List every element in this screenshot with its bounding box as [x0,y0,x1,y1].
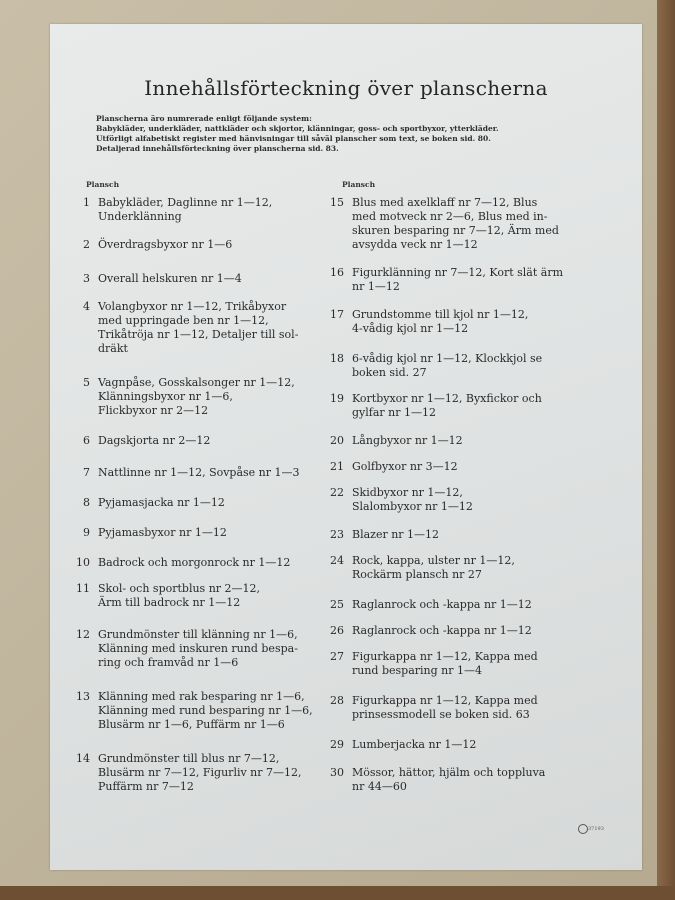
plansch-number: 20 [330,434,344,447]
plansch-number: 30 [330,766,344,779]
description-line: Raglanrock och -kappa nr 1—12 [352,624,532,637]
intro-line: Babykläder, underkläder, nattkläder och skjortor, klänningar, goss- och sportbyxor, ytterkläder. [96,124,499,133]
plansch-description [352,598,557,612]
description-line: prinsessmodell se boken sid. 63 [352,708,530,721]
plansch-number: 27 [330,650,344,663]
plansch-description [98,526,303,540]
description-line: Skol- och sportblus nr 2—12, [98,582,261,595]
plansch-number: 17 [330,308,344,321]
description-line: Grundmönster till klänning nr 1—6, [98,628,298,641]
plansch-number: 14 [76,752,90,765]
plansch-number: 3 [83,272,90,285]
description-line: boken sid. 27 [352,366,427,379]
description-line: Blusärm nr 7—12, Figurliv nr 7—12, [98,766,302,779]
description-line: Pyjamasjacka nr 1—12 [98,496,225,509]
description-line: Volangbyxor nr 1—12, Trikåbyxor [98,300,287,313]
description-line: nr 44—60 [352,780,407,793]
plansch-description [98,690,313,732]
description-line: Figurkappa nr 1—12, Kappa med [352,694,538,707]
plansch-number: 22 [330,486,344,499]
description-line: dräkt [98,342,128,355]
description-line: Figurkappa nr 1—12, Kappa med [352,650,538,663]
description-line: Blazer nr 1—12 [352,528,440,541]
description-line: Dagskjorta nr 2—12 [98,434,211,447]
description-line: Slalombyxor nr 1—12 [352,500,473,513]
plansch-description [352,650,557,678]
description-line: Flickbyxor nr 2—12 [98,404,209,417]
description-line: ring och framvåd nr 1—6 [98,656,239,669]
printer-mark-icon [578,824,588,834]
plansch-number: 5 [83,376,90,389]
description-line: Blusärm nr 1—6, Puffärm nr 1—6 [98,718,285,731]
plansch-description [98,300,303,356]
description-line: Grundmönster till blus nr 7—12, [98,752,280,765]
description-line: Skidbyxor nr 1—12, [352,486,463,499]
plansch-number: 13 [76,690,90,703]
plansch-number: 18 [330,352,344,365]
description-line: Överdragsbyxor nr 1—6 [98,238,233,251]
plansch-number: 10 [76,556,90,569]
description-line: Figurklänning nr 7—12, Kort slät ärm [352,266,564,279]
description-line: Rock, kappa, ulster nr 1—12, [352,554,515,567]
plansch-description [98,434,303,448]
description-line: Kortbyxor nr 1—12, Byxfickor och [352,392,542,405]
description-line: Puffärm nr 7—12 [98,780,194,793]
plansch-description [352,766,557,794]
plansch-number: 6 [83,434,90,447]
description-line: Raglanrock och -kappa nr 1—12 [352,598,532,611]
plansch-description [98,272,303,286]
plansch-number: 7 [83,466,90,479]
page-title: Innehållsförteckning över planscherna [144,76,548,100]
plansch-description [98,196,303,224]
plansch-number: 23 [330,528,344,541]
plansch-number: 26 [330,624,344,637]
plansch-number: 29 [330,738,344,751]
plansch-description [98,752,303,794]
wood-edge-bottom [0,886,675,900]
plansch-description [352,460,557,474]
plansch-number: 24 [330,554,344,567]
plansch-description [352,554,557,582]
description-line: Mössor, hättor, hjälm och toppluva [352,766,546,779]
description-line: Klänning med rak besparing nr 1—6, [98,690,305,703]
description-line: Overall helskuren nr 1—4 [98,272,242,285]
plansch-number: 19 [330,392,344,405]
description-line: Lumberjacka nr 1—12 [352,738,477,751]
description-line: Babykläder, Daglinne nr 1—12, [98,196,273,209]
plansch-number: 11 [76,582,90,595]
wood-edge-right [657,0,675,900]
plansch-description [352,624,557,638]
plansch-number: 9 [83,526,90,539]
plansch-description [98,556,303,570]
description-line: Blus med axelklaff nr 7—12, Blus [352,196,538,209]
description-line: gylfar nr 1—12 [352,406,436,419]
plansch-number: 1 [83,196,90,209]
plansch-number: 4 [83,300,90,313]
description-line: Trikåtröja nr 1—12, Detaljer till sol- [98,328,299,341]
description-line: Klänningsbyxor nr 1—6, [98,390,233,403]
description-line: Golfbyxor nr 3—12 [352,460,458,473]
plansch-number: 2 [83,238,90,251]
description-line: Badrock och morgonrock nr 1—12 [98,556,291,569]
plansch-number: 21 [330,460,344,473]
description-line: Pyjamasbyxor nr 1—12 [98,526,227,539]
plansch-number: 16 [330,266,344,279]
plansch-description [98,376,303,418]
plansch-description [352,352,557,380]
description-line: nr 1—12 [352,280,400,293]
description-line: avsydda veck nr 1—12 [352,238,478,251]
plansch-description [98,628,303,670]
intro-line: Detaljerad innehållsförteckning över planscherna sid. 83. [96,144,339,153]
plansch-description [98,496,303,510]
plansch-description [352,308,557,336]
description-line: Rockärm plansch nr 27 [352,568,482,581]
plansch-number: 8 [83,496,90,509]
intro-text [96,114,616,154]
left-column-header: Plansch [86,180,120,189]
description-line: Klänning med rund besparing nr 1—6, [98,704,313,717]
description-line: Nattlinne nr 1—12, Sovpåse nr 1—3 [98,466,300,479]
plansch-description [352,486,557,514]
description-line: 4-vådig kjol nr 1—12 [352,322,469,335]
right-column-header: Plansch [342,180,376,189]
plansch-description [352,392,557,420]
intro-line: Utförligt alfabetiskt register med hänvisningar till såväl planscher som text, se boken sid. 80. [96,134,491,143]
plansch-description [352,434,557,448]
plansch-description [352,528,557,542]
plansch-description [352,266,564,294]
plansch-number: 25 [330,598,344,611]
description-line: Vagnpåse, Gosskalsonger nr 1—12, [98,376,295,389]
description-line: Långbyxor nr 1—12 [352,434,463,447]
plansch-number: 28 [330,694,344,707]
description-line: Underklänning [98,210,182,223]
plansch-number: 12 [76,628,90,641]
description-line: 6-vådig kjol nr 1—12, Klockkjol se [352,352,543,365]
printer-stamp: 37193 [588,826,604,832]
plansch-description [352,196,557,252]
description-line: Klänning med inskuren rund bespa- [98,642,298,655]
plansch-description [98,582,303,610]
intro-line: Planscherna äro numrerade enligt följande system: [96,114,312,123]
plansch-description [98,238,303,252]
description-line: med motveck nr 2—6, Blus med in- [352,210,548,223]
description-line: Ärm till badrock nr 1—12 [98,596,241,609]
plansch-description [98,466,303,480]
description-line: skuren besparing nr 7—12, Ärm med [352,224,559,237]
plansch-description [352,694,557,722]
description-line: med uppringade ben nr 1—12, [98,314,269,327]
description-line: rund besparing nr 1—4 [352,664,482,677]
description-line: Grundstomme till kjol nr 1—12, [352,308,529,321]
document-sheet [50,24,642,870]
plansch-number: 15 [330,196,344,209]
plansch-description [352,738,557,752]
